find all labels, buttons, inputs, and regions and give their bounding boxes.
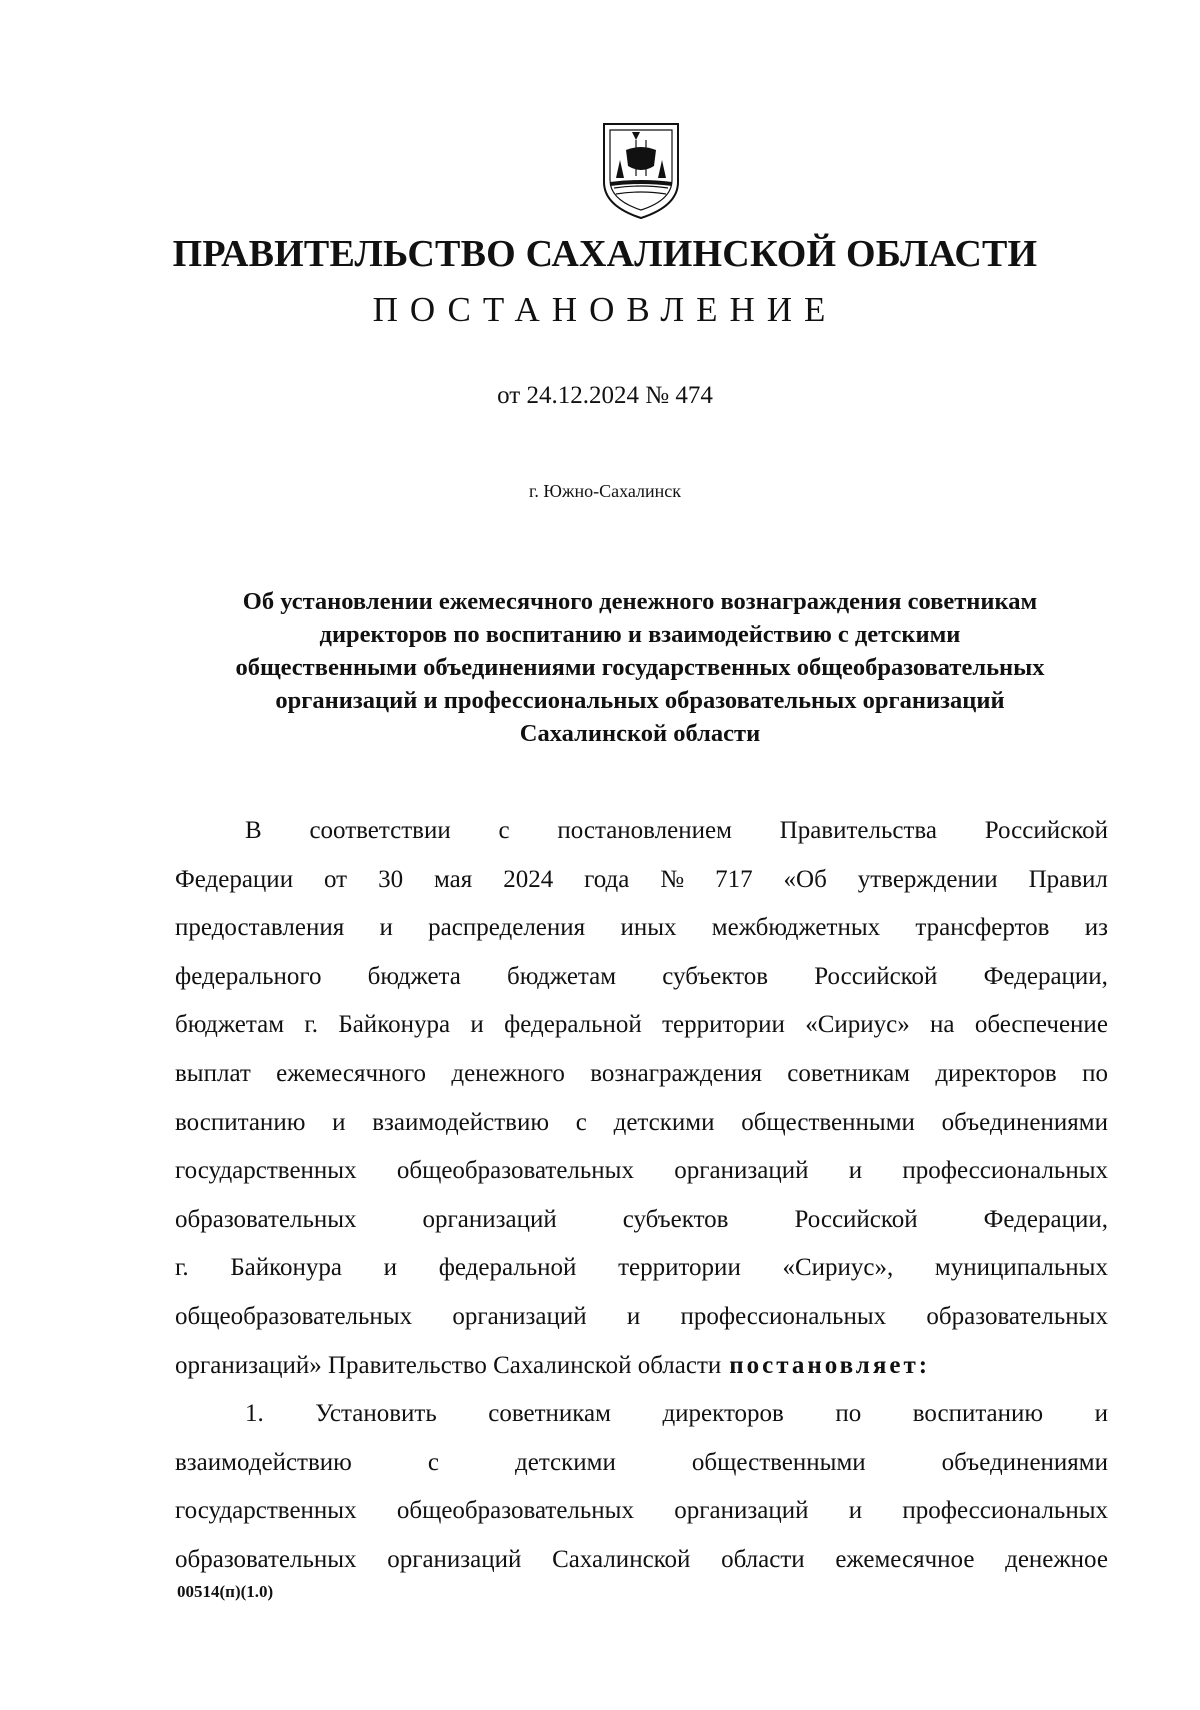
word: постановлением: [557, 817, 732, 844]
heading-line: Сахалинской области: [519, 720, 761, 747]
word: общественными: [741, 1108, 915, 1136]
line-text: организаций» Правительство Сахалинской области: [175, 1351, 722, 1379]
word: взаимодействию: [175, 1448, 352, 1476]
document-city: г. Южно-Сахалинск: [528, 481, 682, 501]
text-line: [175, 1244, 1108, 1293]
text-line: [175, 1439, 1108, 1488]
document-type: ПОСТАНОВЛЕНИЕ: [372, 290, 838, 329]
word: из: [1084, 914, 1108, 942]
word: общеобразовательных: [396, 1497, 634, 1525]
text-line: [175, 1147, 1108, 1196]
word: и: [848, 1157, 863, 1185]
word: государственных: [175, 1497, 357, 1525]
text-line: [175, 1390, 1108, 1439]
heading-line: общественными объединениями государственных общеобразовательных: [235, 654, 1045, 681]
word: Сахалинской: [552, 1545, 691, 1573]
word: Федерации: [175, 865, 294, 893]
word: года: [584, 865, 630, 893]
paragraph-item-1: [175, 1390, 1108, 1584]
word: выплат: [175, 1059, 251, 1087]
word: и: [332, 1108, 346, 1136]
word: ежемесячное: [835, 1545, 975, 1573]
word: профессиональных: [902, 1157, 1108, 1185]
word: бюджетам: [507, 962, 617, 990]
word: территории: [662, 1011, 785, 1039]
word: на: [930, 1011, 955, 1039]
word: Федерации,: [983, 962, 1108, 990]
word: В: [245, 817, 262, 844]
word: общеобразовательных: [175, 1302, 413, 1330]
word: объединениями: [941, 1108, 1108, 1136]
word: Российской: [814, 962, 938, 990]
word: федерального: [175, 962, 322, 990]
word: Установить: [315, 1400, 437, 1428]
word: территории: [618, 1254, 741, 1282]
word: организаций: [674, 1497, 809, 1525]
word: денежное: [1005, 1545, 1108, 1573]
word: детскими: [515, 1448, 616, 1476]
paragraph-preamble: [175, 807, 1108, 1342]
sakhalin-coat-of-arms-emblem: [596, 120, 686, 220]
word: Федерации,: [983, 1205, 1108, 1233]
word: мая: [434, 865, 473, 893]
word: и: [626, 1302, 641, 1330]
document-date-number: от 24.12.2024 № 474: [497, 382, 713, 409]
word: общеобразовательных: [396, 1157, 634, 1185]
word: организаций: [452, 1302, 587, 1330]
word: по: [835, 1400, 862, 1428]
word: области: [721, 1545, 805, 1573]
word: 30: [378, 865, 404, 893]
word: распределения: [428, 914, 586, 942]
text-line: [175, 1099, 1108, 1148]
text-line: [175, 1487, 1108, 1536]
text-line: [175, 1293, 1108, 1342]
word: №: [660, 865, 685, 893]
word: с: [575, 1108, 587, 1136]
text-line: [175, 856, 1108, 905]
word: 717: [715, 865, 753, 893]
word: директоров: [662, 1400, 784, 1428]
word: объединениями: [941, 1448, 1108, 1476]
text-line: [175, 953, 1108, 1002]
document-body: [175, 807, 1108, 1585]
word: профессиональных: [680, 1302, 887, 1330]
word: ежемесячного: [276, 1059, 427, 1087]
word: субъектов: [662, 962, 769, 990]
text-line: [175, 1536, 1108, 1585]
document-heading: [170, 585, 1110, 750]
word: от: [324, 865, 348, 893]
word: трансфертов: [915, 914, 1050, 942]
word: предоставления: [175, 914, 345, 942]
word: организаций: [387, 1545, 522, 1573]
word: Правительства: [779, 817, 937, 844]
word: г.: [304, 1011, 319, 1039]
word: Российской: [984, 817, 1108, 844]
word: советникам: [787, 1059, 910, 1087]
word: воспитанию: [912, 1400, 1044, 1428]
word: федеральной: [504, 1011, 642, 1039]
word: директоров: [935, 1059, 1057, 1087]
word: денежного: [451, 1059, 565, 1087]
word: 2024: [503, 865, 554, 893]
word: вознаграждения: [590, 1059, 762, 1087]
text-line: [175, 1342, 1108, 1391]
word: Российской: [794, 1205, 918, 1233]
word: воспитанию: [175, 1108, 306, 1136]
text-line: [175, 1001, 1108, 1050]
word: «Об: [783, 865, 827, 893]
word: образовательных: [926, 1302, 1108, 1330]
word: образовательных: [175, 1205, 357, 1233]
text-line: [175, 1196, 1108, 1245]
document-footer-code: 00514(п)(1.0): [177, 1582, 274, 1601]
word: и: [379, 914, 393, 942]
word: Правил: [1028, 865, 1108, 893]
word: бюджета: [367, 962, 461, 990]
text-line: [175, 1050, 1108, 1099]
word: федеральной: [438, 1254, 577, 1282]
word: и: [848, 1497, 863, 1525]
word: организаций: [422, 1205, 557, 1233]
word: и: [383, 1254, 398, 1282]
word: обеспечение: [974, 1011, 1108, 1039]
word: соответствии: [309, 817, 451, 844]
word: с: [498, 817, 510, 844]
word: г.: [175, 1254, 189, 1282]
word: субъектов: [622, 1205, 729, 1233]
word: Байконура: [230, 1254, 343, 1282]
word: утверждении: [857, 865, 998, 893]
word: образовательных: [175, 1545, 357, 1573]
heading-line: организаций и профессиональных образовательных организаций: [275, 687, 1005, 714]
word: по: [1082, 1059, 1108, 1087]
word: организаций: [674, 1157, 809, 1185]
word: взаимодействию: [372, 1108, 550, 1136]
word: «Сириус»,: [782, 1254, 894, 1282]
word: и: [1094, 1400, 1108, 1428]
word: с: [427, 1448, 439, 1476]
word: Байконура: [338, 1011, 451, 1039]
word: «Сириус»: [805, 1011, 910, 1039]
resolution-keyword: постановляет:: [729, 1351, 931, 1379]
word: советникам: [488, 1400, 611, 1428]
heading-line: Об установлении ежемесячного денежного вознаграждения советникам: [242, 588, 1038, 615]
organization-title: ПРАВИТЕЛЬСТВО САХАЛИНСКОЙ ОБЛАСТИ: [172, 233, 1038, 275]
text-line: [175, 904, 1108, 953]
word: иных: [620, 914, 677, 942]
word: 1.: [245, 1400, 264, 1428]
word: профессиональных: [902, 1497, 1108, 1525]
text-line: [175, 807, 1108, 856]
word: бюджетам: [175, 1011, 285, 1039]
word: общественными: [691, 1448, 866, 1476]
word: и: [470, 1011, 484, 1039]
heading-line: директоров по воспитанию и взаимодействию с детскими: [319, 621, 961, 648]
word: детскими: [613, 1108, 715, 1136]
word: муниципальных: [934, 1254, 1108, 1282]
word: государственных: [175, 1157, 357, 1185]
word: межбюджетных: [711, 914, 881, 942]
